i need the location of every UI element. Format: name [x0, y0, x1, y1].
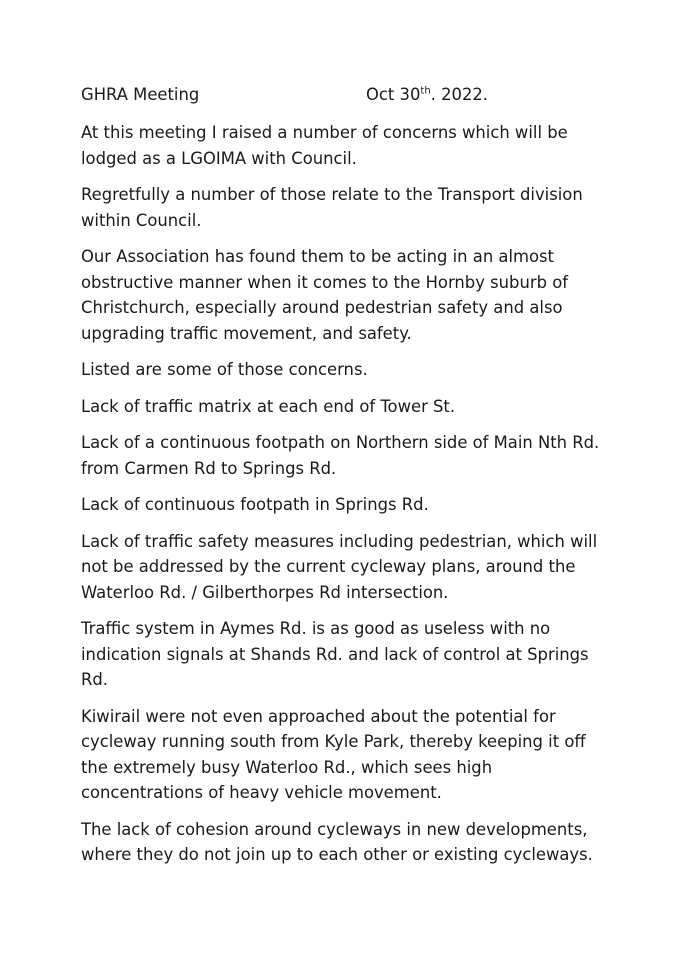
- document-header: [81, 82, 601, 108]
- concern-waterloo-gilberthorpes: Lack of traffic safety measures including pedestrian, which will not be addressed by the current cycleway plans, around the Waterloo Rd. / Gilberthorpes Rd intersection.: [81, 531, 598, 602]
- concern-tower-st: Lack of traffic matrix at each end of Tower St.: [81, 396, 456, 416]
- date-year: . 2022.: [430, 85, 489, 104]
- meeting-date: [366, 82, 488, 108]
- date-ordinal: th: [420, 85, 431, 97]
- date-day: Oct 30: [366, 85, 421, 104]
- paragraph-listed: Listed are some of those concerns.: [81, 360, 368, 379]
- paragraph-intro: At this meeting I raised a number of concerns which will be lodged as a LGOIMA with Council.: [81, 123, 568, 168]
- concern-main-nth-rd: Lack of a continuous footpath on Northern side of Main Nth Rd. from Carmen Rd to Springs Rd.: [81, 433, 600, 478]
- paragraph-transport: Regretfully a number of those relate to the Transport division within Council.: [81, 185, 583, 230]
- paragraph-association: Our Association has found them to be acting in an almost obstructive manner when it comes to the Hornby suburb of Christchurch, especially around pedestrian safety and also upgrading traffic movement, and safety.: [81, 247, 568, 343]
- concern-springs-rd: Lack of continuous footpath in Springs Rd.: [81, 495, 429, 514]
- concern-kiwirail: Kiwirail were not even approached about the potential for cycleway running south from Kyle Park, thereby keeping it off the extremely busy Waterloo Rd., which sees high concentrations of heavy vehicle movement.: [81, 706, 586, 802]
- concern-cycleway-cohesion: The lack of cohesion around cycleways in new developments, where they do not join up to each other or existing cycleways.: [81, 819, 593, 864]
- concern-aymes-rd: Traffic system in Aymes Rd. is as good as useless with no indication signals at Shands Rd. and lack of control at Springs Rd.: [81, 619, 589, 689]
- meeting-title: GHRA Meeting: [81, 85, 200, 104]
- document-body: [81, 120, 611, 879]
